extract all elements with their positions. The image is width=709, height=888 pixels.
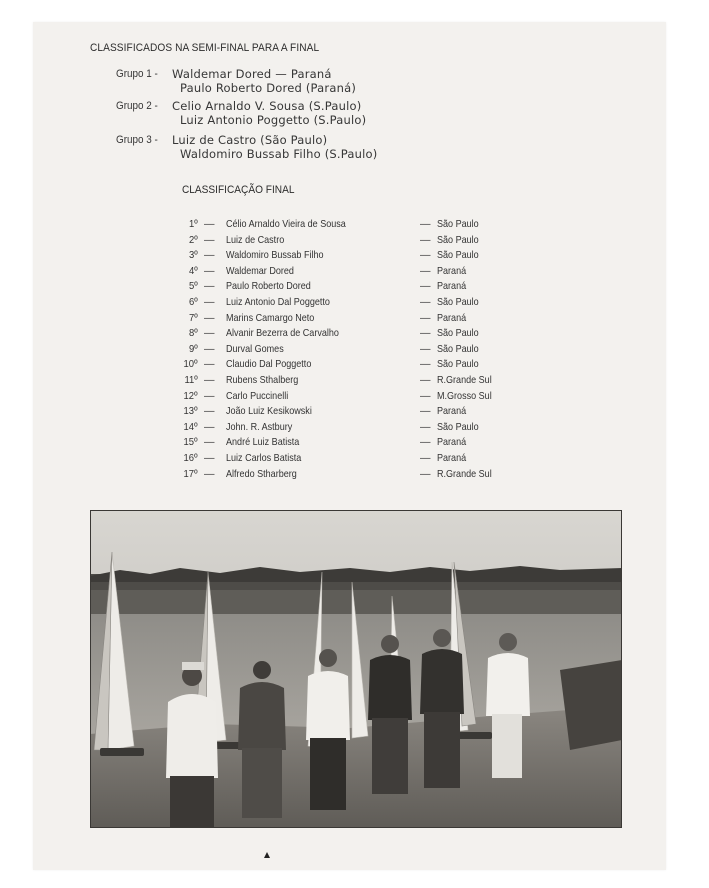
- group-name-line: Luiz de Castro (São Paulo): [172, 133, 328, 147]
- result-state: R.Grande Sul: [437, 467, 492, 480]
- result-position: 10º: [184, 358, 198, 371]
- result-state: São Paulo: [437, 218, 479, 230]
- result-position: 9º: [189, 342, 198, 355]
- result-dash: —: [420, 342, 431, 355]
- result-dash: —: [420, 327, 431, 340]
- result-row: [176, 280, 516, 295]
- result-state: São Paulo: [437, 296, 479, 308]
- result-state: Paraná: [437, 436, 467, 449]
- result-state: São Paulo: [437, 249, 479, 262]
- group-names: [172, 100, 366, 127]
- team-photo: [90, 510, 622, 828]
- result-row: [176, 296, 516, 311]
- result-name: Luiz Antonio Dal Poggetto: [226, 296, 330, 308]
- result-name: João Luiz Kesikowski: [226, 405, 312, 418]
- result-dash: —: [420, 374, 431, 386]
- result-dash: —: [204, 311, 215, 324]
- result-dash: —: [420, 218, 431, 230]
- group-name-line: Waldomiro Bussab Filho (S.Paulo): [180, 146, 378, 161]
- result-row: [176, 452, 516, 467]
- result-position: 3º: [189, 249, 198, 262]
- result-dash: —: [420, 311, 431, 324]
- group-name-line: Luiz Antonio Poggetto (S.Paulo): [180, 112, 367, 127]
- group-label: Grupo 3 -: [116, 134, 158, 146]
- result-dash: —: [204, 420, 215, 433]
- result-dash: —: [420, 296, 431, 308]
- result-dash: —: [204, 327, 215, 340]
- result-row: [176, 405, 516, 420]
- result-position: 6º: [189, 296, 198, 308]
- result-name: Marins Camargo Neto: [226, 311, 315, 324]
- result-row: [176, 374, 516, 389]
- result-name: Durval Gomes: [226, 342, 284, 355]
- result-position: 11º: [184, 374, 198, 386]
- group-name-line: Paulo Roberto Dored (Paraná): [180, 80, 356, 95]
- result-dash: —: [204, 389, 215, 402]
- result-name: John. R. Astbury: [226, 420, 293, 433]
- final-classification-heading: CLASSIFICAÇÃO FINAL: [182, 184, 295, 196]
- result-dash: —: [204, 467, 215, 480]
- result-row: [176, 249, 516, 264]
- result-position: 13º: [184, 405, 198, 418]
- result-dash: —: [420, 452, 431, 464]
- result-position: 4º: [189, 264, 198, 277]
- result-dash: —: [204, 452, 215, 464]
- result-row: [176, 468, 516, 483]
- result-row: [176, 390, 516, 405]
- group-names: [172, 68, 356, 95]
- result-dash: —: [204, 233, 215, 246]
- group-name-line: Waldemar Dored — Paraná: [172, 67, 332, 81]
- semifinal-heading: CLASSIFICADOS NA SEMI-FINAL PARA A FINAL: [90, 42, 320, 54]
- result-name: Waldomiro Bussab Filho: [226, 249, 324, 262]
- group-label: Grupo 1 -: [116, 68, 158, 80]
- result-row: [176, 436, 516, 451]
- result-position: 16º: [184, 452, 198, 464]
- result-row: [176, 265, 516, 280]
- result-dash: —: [204, 358, 215, 371]
- result-dash: —: [204, 436, 215, 449]
- result-state: São Paulo: [437, 342, 479, 355]
- result-position: 1º: [189, 218, 198, 230]
- result-state: São Paulo: [437, 358, 479, 371]
- result-dash: —: [420, 358, 431, 371]
- result-position: 7º: [189, 311, 198, 324]
- result-row: [176, 312, 516, 327]
- result-position: 5º: [189, 280, 198, 293]
- result-row: [176, 218, 516, 233]
- result-dash: —: [420, 249, 431, 262]
- result-row: [176, 358, 516, 373]
- result-dash: —: [204, 280, 215, 293]
- result-state: São Paulo: [437, 327, 479, 340]
- result-dash: —: [204, 296, 215, 308]
- result-name: Célio Arnaldo Vieira de Sousa: [226, 218, 346, 230]
- result-name: Luiz de Castro: [226, 233, 285, 246]
- result-position: 8º: [189, 327, 198, 340]
- result-state: São Paulo: [437, 420, 479, 433]
- result-position: 17º: [184, 467, 198, 480]
- result-dash: —: [204, 218, 215, 230]
- group-names: [172, 134, 377, 161]
- result-state: M.Grosso Sul: [437, 389, 492, 402]
- result-row: [176, 234, 516, 249]
- result-state: Paraná: [437, 452, 467, 464]
- result-dash: —: [420, 405, 431, 418]
- result-state: Paraná: [437, 311, 467, 324]
- result-name: Paulo Roberto Dored: [226, 280, 311, 293]
- result-state: Paraná: [437, 405, 467, 418]
- result-state: Paraná: [437, 264, 467, 277]
- result-row: [176, 343, 516, 358]
- result-name: André Luiz Batista: [226, 436, 300, 449]
- result-dash: —: [204, 342, 215, 355]
- result-dash: —: [420, 280, 431, 293]
- result-position: 2º: [189, 233, 198, 246]
- result-name: Claudio Dal Poggetto: [226, 358, 312, 371]
- result-dash: —: [204, 405, 215, 418]
- result-row: [176, 327, 516, 342]
- result-dash: —: [204, 374, 215, 386]
- result-position: 14º: [184, 420, 198, 433]
- result-state: Paraná: [437, 280, 467, 293]
- result-dash: —: [420, 264, 431, 277]
- result-position: 15º: [184, 436, 198, 449]
- result-name: Alfredo Stharberg: [226, 467, 297, 480]
- result-dash: —: [204, 264, 215, 277]
- result-name: Rubens Sthalberg: [226, 374, 299, 386]
- group-label: Grupo 2 -: [116, 100, 158, 112]
- group-name-line: Celio Arnaldo V. Sousa (S.Paulo): [172, 99, 362, 113]
- result-state: São Paulo: [437, 233, 479, 246]
- result-name: Carlo Puccinelli: [226, 389, 289, 402]
- result-name: Luiz Carlos Batista: [226, 452, 302, 464]
- result-row: [176, 421, 516, 436]
- result-dash: —: [420, 467, 431, 480]
- result-name: Waldemar Dored: [226, 264, 294, 277]
- result-name: Alvanir Bezerra de Carvalho: [226, 327, 339, 340]
- result-dash: —: [420, 436, 431, 449]
- result-dash: —: [420, 233, 431, 246]
- result-state: R.Grande Sul: [437, 374, 492, 386]
- result-dash: —: [420, 420, 431, 433]
- result-position: 12º: [184, 389, 198, 402]
- result-dash: —: [204, 249, 215, 262]
- result-dash: —: [420, 389, 431, 402]
